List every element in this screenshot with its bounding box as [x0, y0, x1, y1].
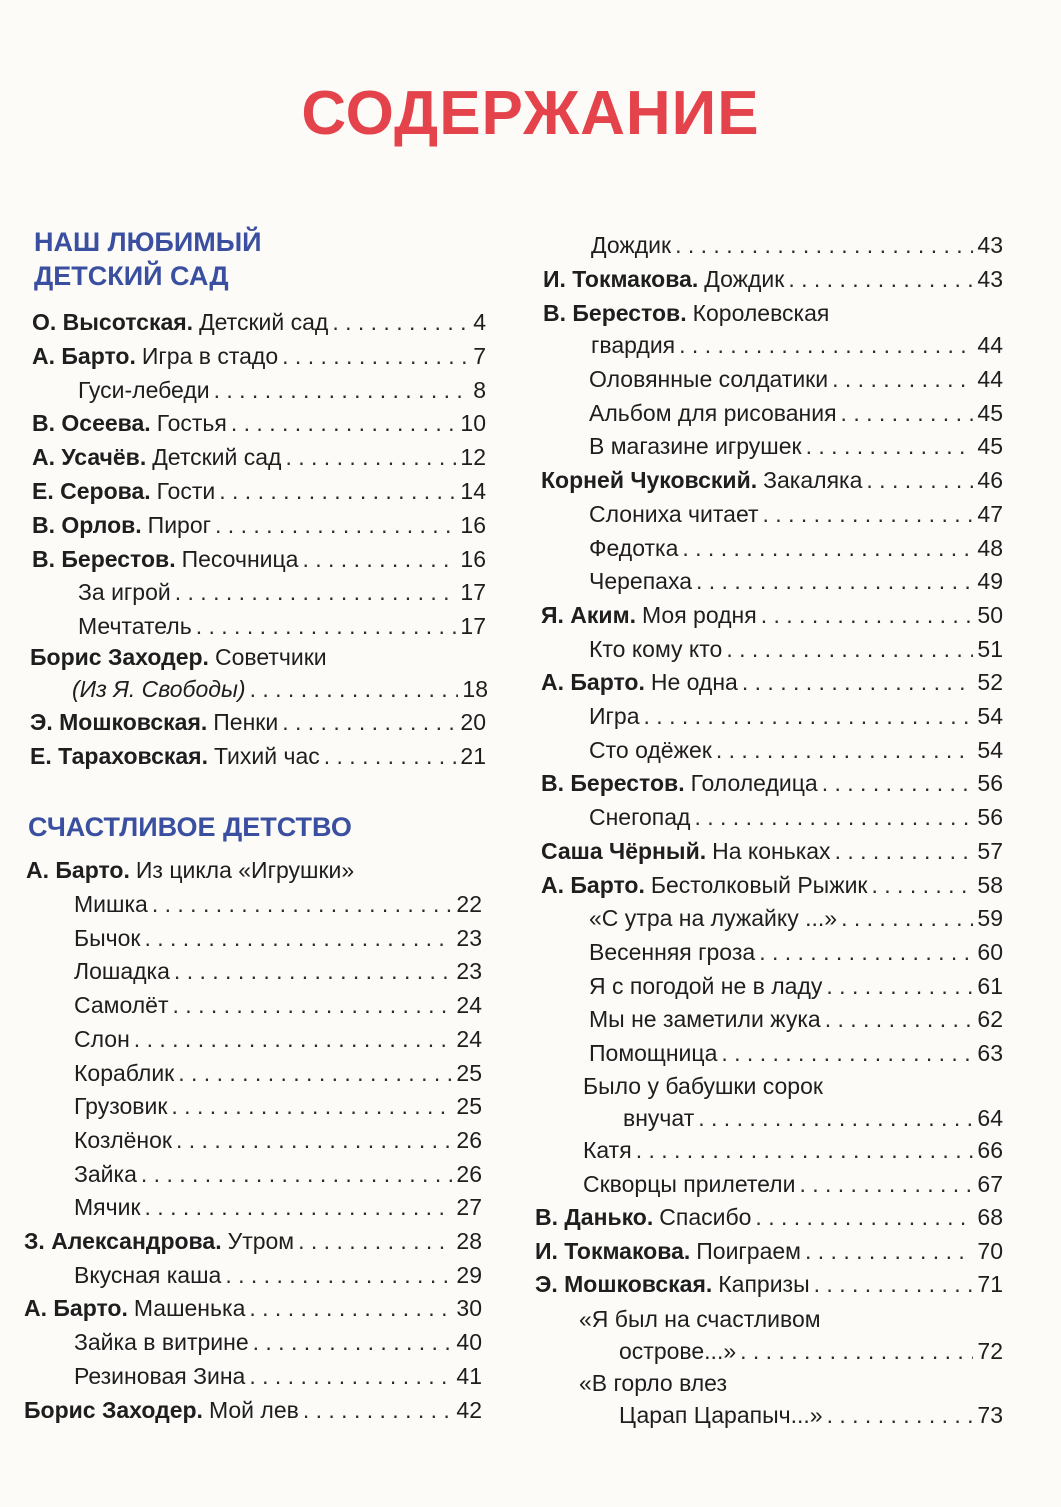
toc-entry: [589, 497, 1003, 531]
entry-title: Королевская: [692, 300, 830, 326]
toc-entry: [591, 328, 1003, 362]
entry-title: Мечтатель: [78, 613, 192, 640]
page-number: 7: [473, 342, 486, 369]
toc-entry: [541, 463, 1003, 497]
toc-entry-heading: [543, 296, 1003, 330]
page-number: 56: [977, 804, 1003, 831]
entry-title: Бестолковый Рыжик: [650, 871, 868, 898]
author-name: А. Барто.: [24, 1295, 128, 1322]
entry-title: острове...»: [619, 1338, 737, 1364]
leader-dots: [171, 1089, 452, 1123]
leader-dots: [249, 1359, 452, 1393]
page-number: 43: [977, 266, 1003, 292]
page-number: 17: [460, 579, 486, 606]
toc-entry: [541, 834, 1003, 868]
leader-dots: [250, 672, 459, 706]
toc-entry: [535, 1200, 1003, 1234]
leader-dots: [144, 921, 452, 955]
page-number: 49: [977, 568, 1003, 595]
leader-dots: [841, 396, 974, 430]
author-name: Борис Заходер.: [30, 644, 209, 670]
section-heading-line: ДЕТСКИЙ САД: [34, 261, 229, 291]
leader-dots: [872, 868, 974, 902]
page-number: 30: [456, 1295, 482, 1322]
page-number: 46: [977, 467, 1003, 494]
toc-entry: [589, 1002, 1003, 1036]
entry-title: Детский сад: [152, 444, 282, 471]
entry-title: Сто одёжек: [589, 736, 712, 763]
author-name: З. Александрова.: [24, 1228, 222, 1254]
leader-dots: [698, 1101, 973, 1135]
entry-title: Вкусная каша: [74, 1261, 222, 1288]
entry-title: «Я был на счастливом: [579, 1306, 821, 1332]
leader-dots: [134, 1022, 453, 1056]
author-name: Э. Мошковская.: [30, 709, 208, 735]
toc-entry: [74, 988, 482, 1022]
author-name: Е. Тараховская.: [30, 742, 208, 769]
entry-title: Утром: [227, 1228, 295, 1254]
page-number: 60: [977, 938, 1003, 965]
entry-title: Пенки: [213, 709, 279, 735]
toc-entry: [78, 373, 486, 407]
leader-dots: [832, 362, 973, 396]
page-number: 22: [456, 891, 482, 917]
leader-dots: [679, 328, 973, 362]
toc-entry: [32, 542, 486, 576]
leader-dots: [825, 1002, 974, 1036]
entry-title: Гости: [156, 478, 216, 504]
toc-entry-heading: [579, 1302, 1003, 1336]
toc-entry: [589, 699, 1003, 733]
page-number: 47: [977, 500, 1003, 527]
entry-title: Детский сад: [199, 309, 329, 335]
entry-title: Мы не заметили жука: [589, 1006, 821, 1033]
leader-dots: [827, 1398, 974, 1432]
entry-title: Мишка: [74, 891, 148, 917]
toc-entry: [74, 1190, 482, 1224]
toc-entry: [74, 1056, 482, 1090]
toc-entry: [74, 1325, 482, 1359]
entry-title: Гостья: [156, 410, 227, 437]
page-number: 41: [456, 1362, 482, 1389]
page-number: 16: [460, 511, 486, 538]
toc-entry: [591, 228, 1003, 262]
toc-entry: [589, 969, 1003, 1003]
leader-dots: [282, 705, 456, 739]
entry-title: На коньках: [712, 837, 831, 864]
leader-dots: [298, 1224, 452, 1258]
page-number: 12: [460, 444, 486, 471]
page-number: 17: [460, 613, 486, 640]
entry-title: Дождик: [704, 266, 785, 292]
author-name: Е. Серова.: [32, 478, 151, 504]
page-number: 21: [460, 742, 486, 769]
entry-title: Тихий час: [213, 742, 320, 769]
toc-entry: [589, 531, 1003, 565]
author-name: Я. Аким.: [541, 601, 636, 628]
entry-title: Кто кому кто: [589, 635, 723, 662]
section-heading-line: НАШ ЛЮБИМЫЙ: [34, 227, 262, 257]
page-number: 45: [977, 399, 1003, 426]
leader-dots: [805, 1234, 973, 1268]
page-number: 25: [456, 1059, 482, 1086]
page-number: 10: [460, 410, 486, 437]
page-number: 64: [977, 1105, 1003, 1131]
page-number: 29: [456, 1261, 482, 1288]
author-name: В. Осеева.: [32, 410, 151, 437]
page-number: 16: [460, 545, 486, 572]
toc-entry: [623, 1101, 1003, 1135]
leader-dots: [835, 834, 974, 868]
entry-title: В магазине игрушек: [589, 433, 802, 460]
leader-dots: [806, 429, 974, 463]
leader-dots: [324, 739, 457, 773]
leader-dots: [285, 440, 456, 474]
page-number: 48: [977, 534, 1003, 561]
entry-title: «В горло влез: [579, 1370, 728, 1396]
entry-title: Песочница: [181, 545, 299, 572]
entry-title: внучат: [623, 1105, 695, 1131]
page-number: 54: [977, 736, 1003, 763]
toc-entry: [74, 1359, 482, 1393]
leader-dots: [176, 1123, 452, 1157]
entry-title: Черепаха: [589, 568, 692, 595]
toc-entry: [74, 954, 482, 988]
page-number: 44: [977, 332, 1003, 358]
page-number: 23: [456, 958, 482, 985]
leader-dots: [742, 665, 974, 699]
toc-entry: [24, 1393, 482, 1427]
toc-entry: [78, 609, 486, 643]
author-name: Борис Заходер.: [24, 1396, 203, 1423]
leader-dots: [675, 228, 973, 262]
page-number: 25: [456, 1093, 482, 1120]
toc-entry: [619, 1334, 1003, 1368]
toc-entry: [541, 598, 1003, 632]
toc-entry: [535, 1234, 1003, 1268]
toc-entry: [74, 921, 482, 955]
toc-entry: [32, 474, 486, 508]
leader-dots: [814, 1267, 974, 1301]
page-number: 63: [977, 1040, 1003, 1066]
toc-entry: [541, 766, 1003, 800]
author-name: А. Барто.: [26, 857, 130, 883]
toc-entry: [74, 887, 482, 921]
entry-title: (Из Я. Свободы): [72, 676, 246, 702]
page-number: 20: [460, 709, 486, 735]
toc-entry: [74, 1022, 482, 1056]
entry-title: Кораблик: [74, 1059, 175, 1086]
toc-entry: [74, 1258, 482, 1292]
toc-entry: [30, 739, 486, 773]
leader-dots: [826, 969, 973, 1003]
leader-dots: [822, 766, 974, 800]
entry-title: Я с погодой не в ладу: [589, 972, 823, 999]
leader-dots: [302, 542, 456, 576]
entry-title: Скворцы прилетели: [583, 1170, 796, 1197]
entry-title: Игра: [589, 703, 640, 729]
page-number: 27: [456, 1194, 482, 1221]
toc-entry: [589, 901, 1003, 935]
toc-entry: [74, 1089, 482, 1123]
entry-title: Закаляка: [763, 467, 863, 494]
entry-title: Катя: [583, 1137, 632, 1163]
leader-dots: [215, 508, 456, 542]
toc-entry: [541, 665, 1003, 699]
leader-dots: [219, 474, 456, 508]
entry-title: Пирог: [147, 511, 212, 538]
toc-entry: [74, 1123, 482, 1157]
toc-entry: [589, 800, 1003, 834]
toc-entry: [78, 575, 486, 609]
toc-entry: [32, 508, 486, 542]
leader-dots: [682, 531, 973, 565]
author-name: В. Данько.: [535, 1204, 654, 1230]
author-name: А. Барто.: [32, 342, 136, 369]
page-number: 26: [456, 1126, 482, 1153]
entry-title: За игрой: [78, 579, 171, 606]
leader-dots: [173, 988, 453, 1022]
entry-title: Царап Царапыч...»: [619, 1402, 823, 1428]
entry-title: Из цикла «Игрушки»: [135, 857, 355, 883]
page-number: 18: [462, 676, 488, 702]
entry-title: Поиграем: [696, 1237, 801, 1264]
entry-title: Было у бабушки сорок: [583, 1073, 823, 1099]
page-number: 51: [977, 635, 1003, 662]
leader-dots: [175, 575, 457, 609]
leader-dots: [788, 262, 973, 296]
page-number: 14: [460, 478, 486, 504]
entry-title: «С утра на лужайку ...»: [589, 905, 838, 932]
author-name: Э. Мошковская.: [535, 1271, 713, 1297]
leader-dots: [755, 1200, 973, 1234]
leader-dots: [841, 901, 973, 935]
page-number: 62: [977, 1006, 1003, 1033]
entry-title: Козлёнок: [74, 1126, 172, 1153]
page-number: 4: [473, 309, 486, 335]
leader-dots: [799, 1167, 973, 1201]
toc-entry: [543, 262, 1003, 296]
toc-entry: [32, 440, 486, 474]
toc-entry: [24, 1291, 482, 1325]
leader-dots: [196, 609, 457, 643]
page-number: 42: [456, 1396, 482, 1423]
toc-entry: [24, 1224, 482, 1258]
toc-entry: [589, 429, 1003, 463]
entry-title: Капризы: [718, 1271, 810, 1297]
toc-entry-heading: [30, 640, 492, 674]
toc-entry: [72, 672, 488, 706]
entry-title: Зайка в витрине: [74, 1329, 249, 1356]
author-name: А. Барто.: [541, 669, 645, 696]
entry-title: Игра в стадо: [141, 342, 279, 369]
page-number: 57: [977, 837, 1003, 864]
page-number: 72: [977, 1338, 1003, 1364]
toc-entry-heading: [579, 1366, 1003, 1400]
toc-entry: [589, 935, 1003, 969]
page-number: 24: [456, 992, 482, 1019]
entry-title: Лошадка: [74, 958, 170, 985]
entry-title: Самолёт: [74, 992, 169, 1019]
section-heading-1: [34, 225, 262, 293]
author-name: В. Берестов.: [543, 300, 687, 326]
page-number: 56: [977, 770, 1003, 797]
entry-title: Бычок: [74, 924, 141, 951]
toc-entry: [32, 339, 486, 373]
page-number: 44: [977, 366, 1003, 392]
author-name: В. Орлов.: [32, 511, 142, 538]
page-number: 66: [977, 1137, 1003, 1163]
entry-title: Весенняя гроза: [589, 938, 756, 965]
author-name: А. Барто.: [541, 871, 645, 898]
leader-dots: [721, 1036, 973, 1070]
page-number: 43: [977, 232, 1003, 258]
entry-title: Зайка: [74, 1160, 137, 1187]
author-name: А. Усачёв.: [32, 444, 147, 471]
entry-title: гвардия: [591, 332, 676, 358]
leader-dots: [141, 1157, 453, 1191]
entry-title: Федотка: [589, 534, 679, 561]
author-name: И. Токмакова.: [535, 1237, 691, 1264]
toc-entry: [74, 1157, 482, 1191]
toc-entry: [589, 1036, 1003, 1070]
leader-dots: [249, 1291, 452, 1325]
page-title: СОДЕРЖАНИЕ: [301, 79, 760, 148]
leader-dots: [152, 887, 453, 921]
author-name: В. Берестов.: [32, 545, 176, 572]
entry-title: Слон: [74, 1025, 130, 1052]
author-name: О. Высотская.: [32, 309, 194, 335]
toc-entry-heading: [26, 853, 492, 887]
page-number: 23: [456, 924, 482, 951]
leader-dots: [716, 733, 974, 767]
entry-title: Резиновая Зина: [74, 1362, 246, 1389]
page-number: 26: [456, 1160, 482, 1187]
leader-dots: [761, 598, 974, 632]
toc-entry: [619, 1398, 1003, 1432]
page-number: 61: [977, 972, 1003, 999]
leader-dots: [726, 632, 973, 666]
toc-entry: [32, 305, 486, 339]
page-number: 67: [977, 1170, 1003, 1197]
page-number: 8: [473, 376, 486, 403]
toc-entry: [589, 733, 1003, 767]
entry-title: Мой лев: [208, 1396, 299, 1423]
page-number: 59: [977, 905, 1003, 932]
entry-title: Оловянные солдатики: [589, 366, 829, 392]
page-number: 73: [977, 1402, 1003, 1428]
page-number: 68: [977, 1204, 1003, 1230]
leader-dots: [636, 1133, 974, 1167]
entry-title: Альбом для рисования: [589, 399, 837, 426]
leader-dots: [696, 564, 973, 598]
toc-entry: [589, 396, 1003, 430]
author-name: Саша Чёрный.: [541, 837, 707, 864]
entry-title: Гуси-лебеди: [78, 376, 210, 403]
entry-title: Слониха читает: [589, 500, 759, 527]
page-number: 28: [456, 1228, 482, 1254]
toc-entry-heading: [583, 1069, 1003, 1103]
leader-dots: [253, 1325, 453, 1359]
leader-dots: [231, 406, 457, 440]
leader-dots: [145, 1190, 453, 1224]
page-number: 54: [977, 703, 1003, 729]
leader-dots: [282, 339, 469, 373]
section-heading-2: СЧАСТЛИВОЕ ДЕТСТВО: [28, 812, 352, 842]
author-name: И. Токмакова.: [543, 266, 699, 292]
entry-title: Спасибо: [659, 1204, 752, 1230]
leader-dots: [214, 373, 470, 407]
toc-entry: [583, 1167, 1003, 1201]
author-name: В. Берестов.: [541, 770, 685, 797]
leader-dots: [332, 305, 469, 339]
leader-dots: [225, 1258, 452, 1292]
author-name: Корней Чуковский.: [541, 467, 758, 494]
page-number: 40: [456, 1329, 482, 1356]
toc-entry: [589, 564, 1003, 598]
page-number: 52: [977, 669, 1003, 696]
entry-title: Снегопад: [589, 804, 691, 831]
page-number: 24: [456, 1025, 482, 1052]
entry-title: Советчики: [214, 644, 327, 670]
leader-dots: [178, 1056, 452, 1090]
leader-dots: [759, 935, 973, 969]
page-number: 45: [977, 433, 1003, 460]
entry-title: Гололедица: [690, 770, 818, 797]
leader-dots: [763, 497, 974, 531]
entry-title: Мячик: [74, 1194, 141, 1221]
toc-entry: [30, 705, 486, 739]
leader-dots: [174, 954, 452, 988]
toc-entry: [541, 868, 1003, 902]
leader-dots: [740, 1334, 973, 1368]
page-number: 50: [977, 601, 1003, 628]
leader-dots: [694, 800, 973, 834]
entry-title: Помощница: [589, 1040, 718, 1066]
leader-dots: [644, 699, 974, 733]
toc-entry: [583, 1133, 1003, 1167]
page-number: 70: [977, 1237, 1003, 1264]
entry-title: Не одна: [650, 669, 738, 696]
entry-title: Машенька: [133, 1295, 246, 1322]
toc-entry: [589, 362, 1003, 396]
entry-title: Моя родня: [641, 601, 757, 628]
page-number: 71: [977, 1271, 1003, 1297]
entry-title: Грузовик: [74, 1093, 168, 1120]
page-number: 58: [977, 871, 1003, 898]
toc-entry: [32, 406, 486, 440]
toc-entry: [535, 1267, 1003, 1301]
leader-dots: [866, 463, 973, 497]
entry-title: Дождик: [591, 232, 672, 258]
toc-entry: [589, 632, 1003, 666]
leader-dots: [303, 1393, 453, 1427]
